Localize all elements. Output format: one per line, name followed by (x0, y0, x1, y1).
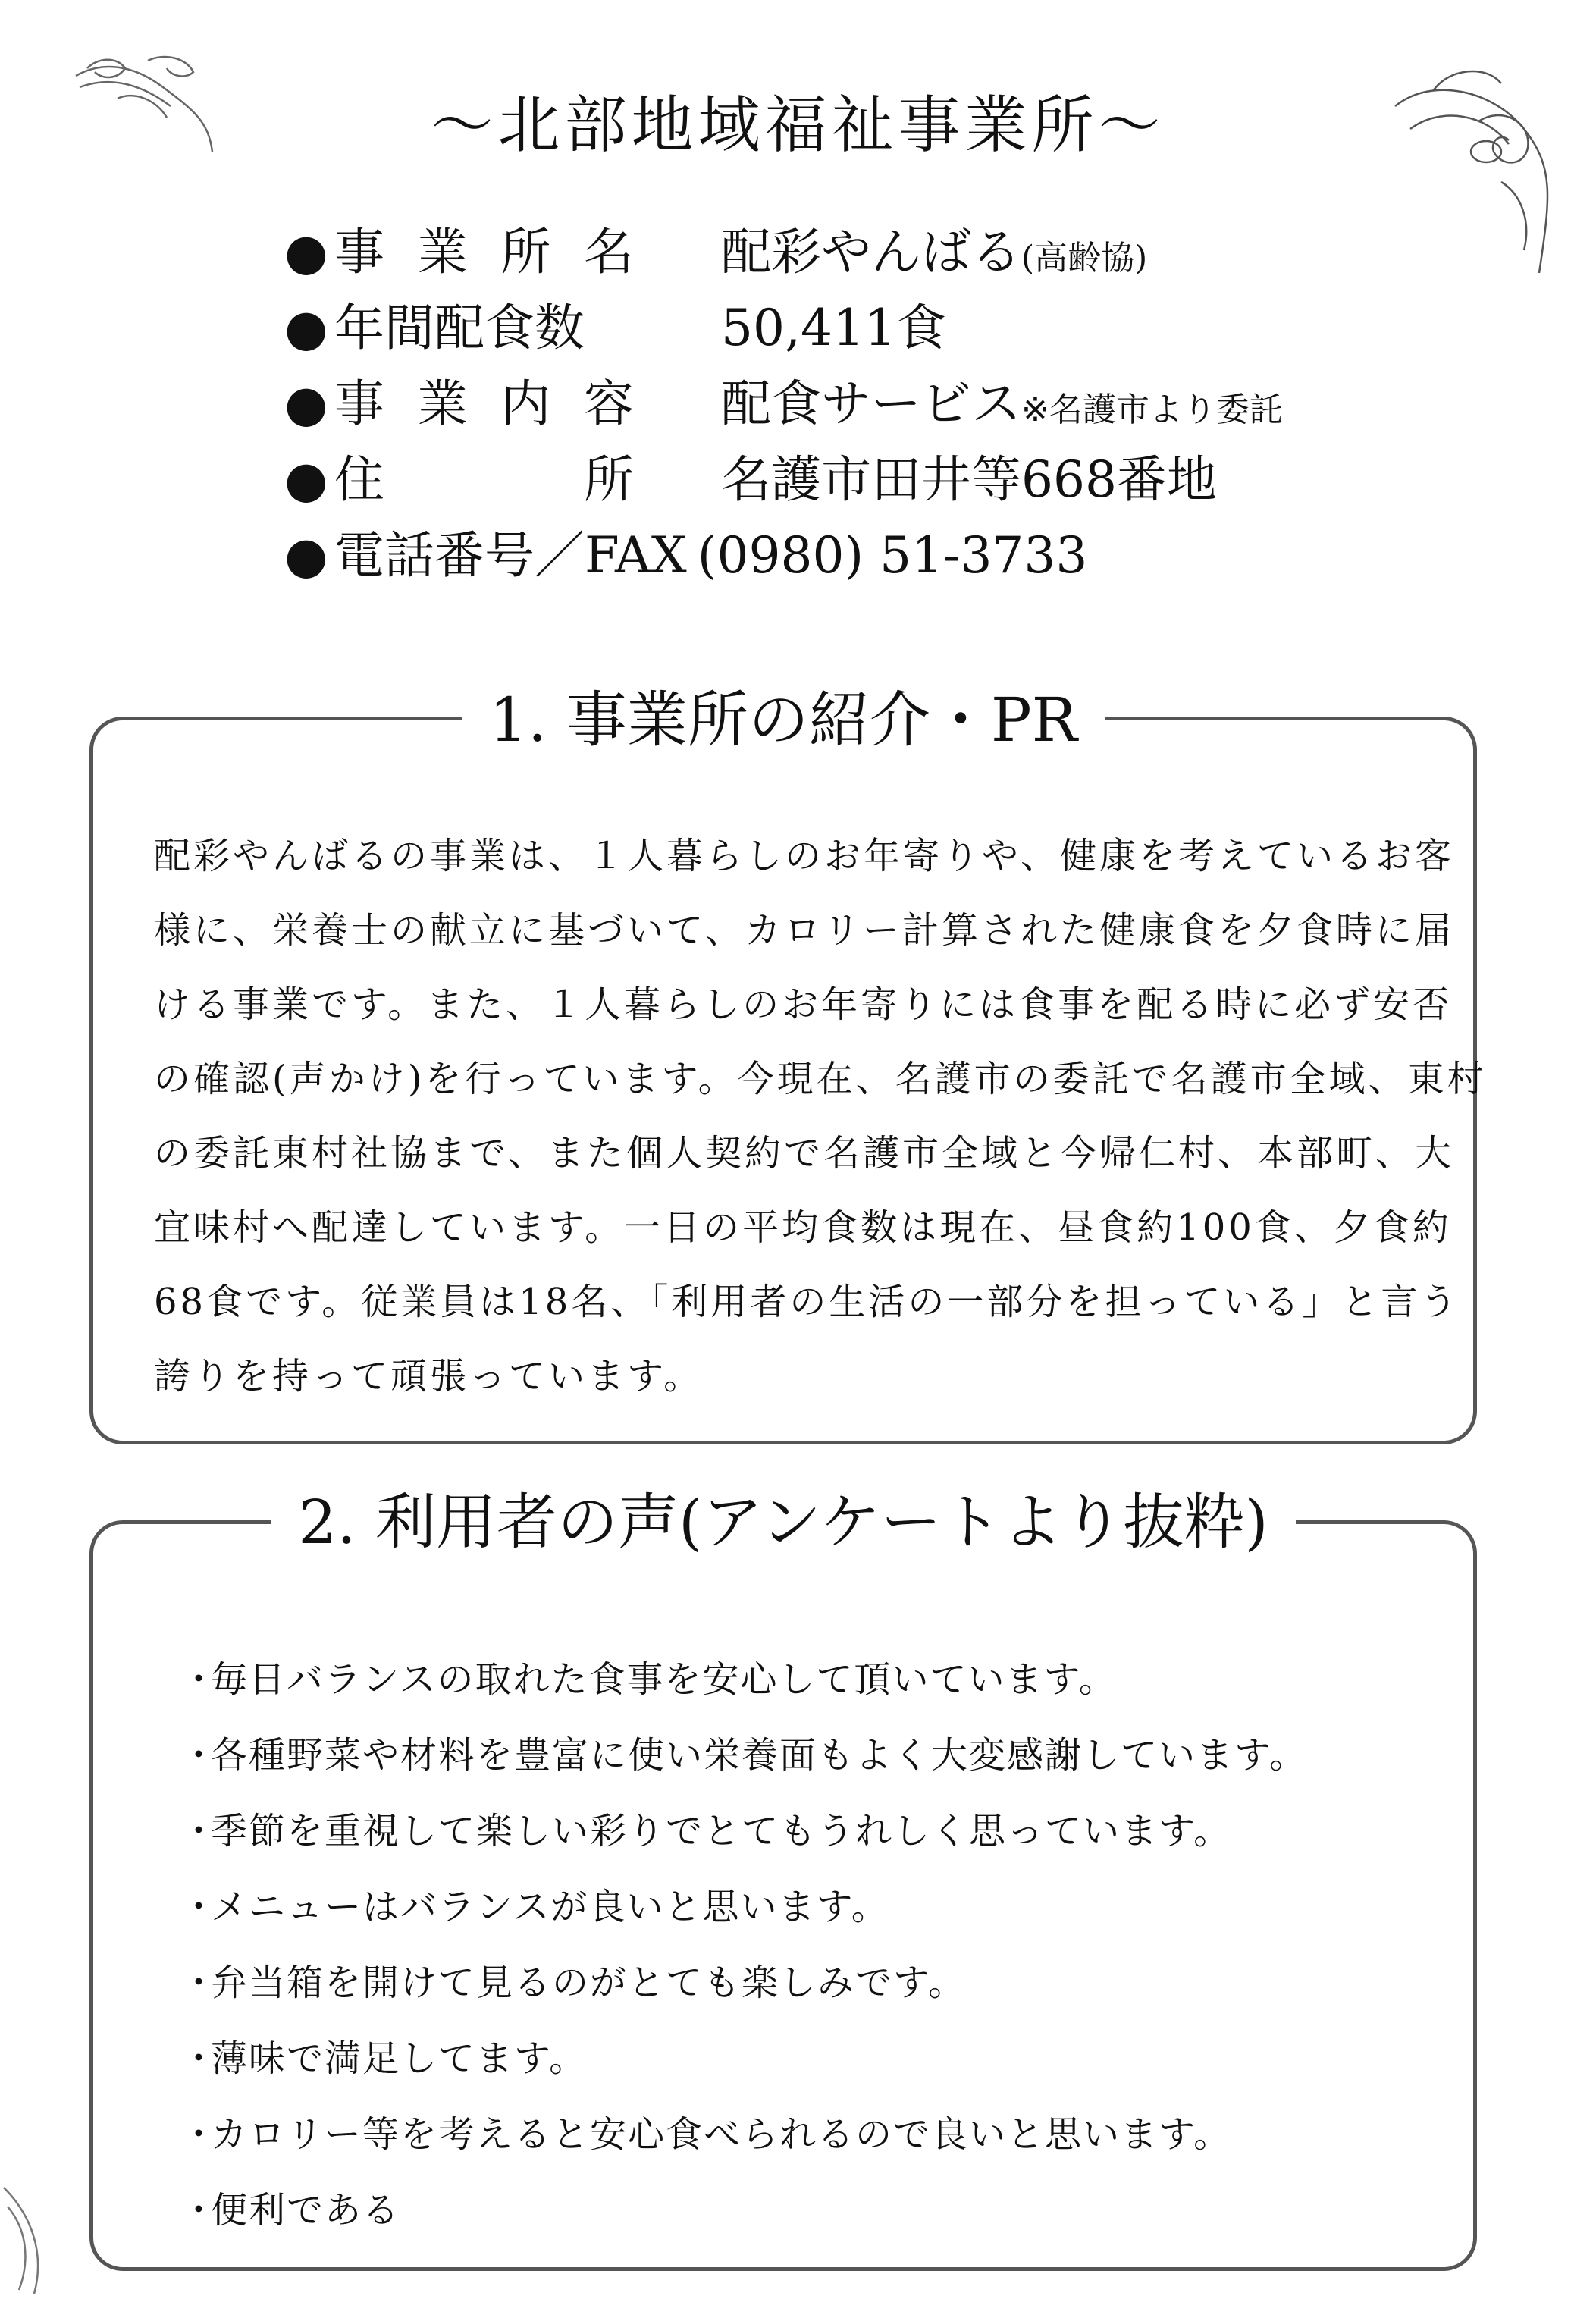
bullet-dot-icon: ・ (180, 2037, 219, 2080)
bullet-icon: ● (284, 375, 328, 433)
voice-item (180, 1642, 1307, 1717)
info-row-business (284, 375, 1283, 455)
pr-text-line: 様に、栄養士の献立に基づいて、カロリー計算された健康食を夕食時に届 (154, 909, 1455, 952)
section-pr-text (154, 819, 1487, 1413)
annual-meals-value: 50,411食 (721, 299, 946, 357)
voice-item (180, 2097, 1307, 2172)
voice-item-text: 毎日バランスの取れた食事を安心して頂いています。 (211, 1658, 1117, 1701)
bullet-dot-icon: ・ (180, 2113, 219, 2156)
pr-text-line: 誇りを持って頑張っています。 (154, 1355, 704, 1397)
pr-text-line: ける事業です。また、１人暮らしのお年寄りには食事を配る時に必ず安否 (154, 983, 1453, 1026)
voice-item (180, 1869, 1307, 1945)
info-row-office-name (284, 223, 1283, 303)
bullet-icon: ● (284, 450, 328, 509)
pr-text-line: の確認(声かけ)を行っています。今現在、名護市の委託で名護市全域、東村 (154, 1058, 1487, 1100)
phone-value: (0980) 51-3733 (697, 526, 1088, 585)
corner-flourish-icon (0, 2184, 53, 2297)
office-name-note: (高齢協) (1021, 239, 1148, 278)
voice-item (180, 1945, 1307, 2021)
business-note: ※名護市より委託 (1021, 390, 1283, 429)
voice-list (180, 1642, 1307, 2248)
office-info (284, 223, 1283, 607)
voice-item (180, 2172, 1307, 2248)
bullet-dot-icon: ・ (180, 1962, 219, 2004)
voice-item-text: カロリー等を考えると安心食べられるので良いと思います。 (211, 2113, 1232, 2156)
annual-meals-label: 年間配食数 (334, 299, 585, 357)
section-voices-title: 2. 利用者の声(アンケートより抜粋) (271, 1487, 1295, 1557)
corner-flourish-icon (1387, 61, 1562, 281)
section-voices-box (89, 1487, 1477, 2271)
voice-item-text: メニューはバランスが良いと思います。 (211, 1886, 889, 1928)
bullet-dot-icon: ・ (180, 1886, 219, 1928)
bullet-dot-icon: ・ (180, 2189, 219, 2232)
pr-text-line: 宜味村へ配達しています。一日の平均食数は現在、昼食約100食、夕食約 (154, 1206, 1452, 1249)
pr-text-line: 68食です。従業員は18名、「利用者の生活の一部分を担っている」と言う (154, 1281, 1460, 1323)
voice-item (180, 1793, 1307, 1869)
voice-item-text: 薄味で満足してます。 (211, 2037, 588, 2080)
office-name-label: 事 業 所 名 (334, 223, 634, 281)
bullet-icon: ● (284, 526, 328, 585)
info-row-phone (284, 526, 1283, 607)
business-value: 配食サービス (721, 375, 1021, 433)
page-title: ～北部地域福祉事業所～ (431, 89, 1165, 162)
phone-label: 電話番号／FAX (334, 526, 687, 585)
section-pr-title: 1. 事業所の紹介・PR (462, 685, 1105, 755)
business-label: 事 業 内 容 (334, 375, 634, 433)
voice-item-text: 弁当箱を開けて見るのがとても楽しみです。 (211, 1962, 967, 2004)
voice-item-text: 各種野菜や材料を豊富に使い栄養面もよく大変感謝しています。 (211, 1734, 1308, 1777)
voice-item (180, 2021, 1307, 2097)
bullet-dot-icon: ・ (180, 1734, 219, 1777)
bullet-dot-icon: ・ (180, 1810, 219, 1852)
address-value: 名護市田井等668番地 (721, 450, 1217, 509)
voice-item-text: 便利である (211, 2189, 401, 2232)
bullet-icon: ● (284, 299, 328, 357)
info-row-address (284, 450, 1283, 531)
info-row-annual-meals (284, 299, 1283, 379)
bullet-dot-icon: ・ (180, 1658, 219, 1701)
voice-item-text: 季節を重視して楽しい彩りでとてもうれしく思っています。 (211, 1810, 1232, 1852)
voice-item (180, 1717, 1307, 1793)
address-label: 住 所 (334, 450, 634, 509)
office-name-value: 配彩やんばる (721, 223, 1021, 281)
pr-text-line: 配彩やんばるの事業は、１人暮らしのお年寄りや、健康を考えているお客 (154, 835, 1455, 877)
pr-text-line: の委託東村社協まで、また個人契約で名護市全域と今帰仁村、本部町、大 (154, 1132, 1455, 1175)
section-pr-box (89, 685, 1487, 1444)
bullet-icon: ● (284, 223, 328, 281)
